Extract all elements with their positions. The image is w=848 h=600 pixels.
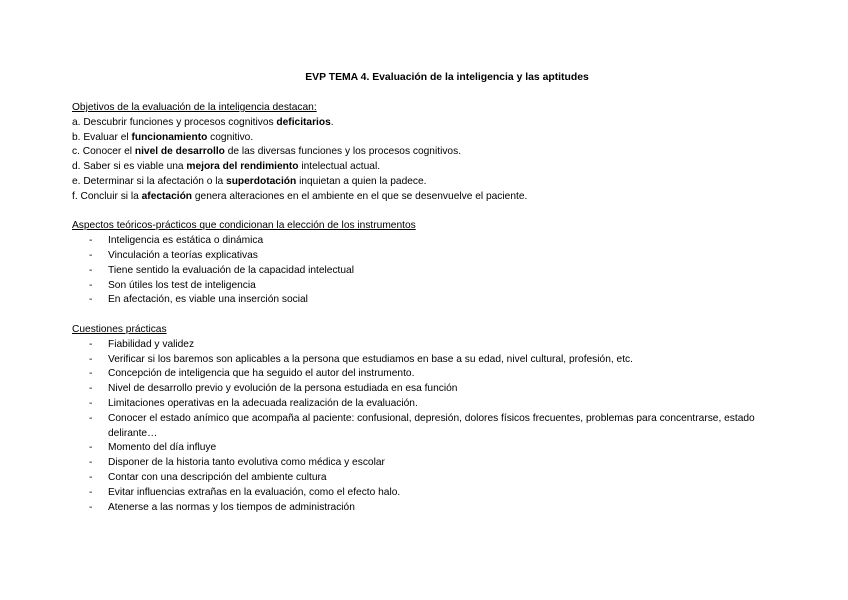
- practical-item-text: Nivel de desarrollo previo y evolución de la persona estudiada en esa función: [108, 383, 458, 395]
- dash-bullet: -: [89, 412, 93, 424]
- practical-item-text: Disponer de la historia tanto evolutiva como médica y escolar: [108, 457, 385, 469]
- practical-item-text: Evitar influencias extrañas en la evaluación, como el efecto halo.: [108, 486, 401, 498]
- objective-item: [72, 145, 792, 160]
- practical-item: [89, 353, 792, 368]
- objective-text: genera alteraciones en el ambiente en el que se desenvuelve el paciente.: [192, 190, 528, 202]
- theoretical-list: [72, 234, 792, 308]
- objective-item: [72, 160, 792, 175]
- practical-item-text: Momento del día influye: [108, 442, 217, 454]
- objective-keyword: mejora del rendimiento: [186, 161, 299, 173]
- dash-bullet: -: [89, 383, 93, 395]
- practical-item: [89, 338, 792, 353]
- practical-item: [89, 367, 792, 382]
- practical-item: [89, 486, 792, 501]
- objective-text: a. Descubrir funciones y procesos cognitivos: [72, 116, 277, 128]
- dash-bullet: -: [89, 442, 93, 454]
- practical-item: [89, 397, 792, 412]
- dash-bullet: -: [89, 368, 93, 380]
- objective-keyword: afectación: [141, 190, 193, 202]
- theoretical-item: [89, 234, 792, 249]
- spacer: [72, 308, 792, 323]
- dash-bullet: -: [89, 397, 93, 409]
- dash-bullet: -: [89, 457, 93, 469]
- objective-text: d. Saber si es viable una: [72, 161, 187, 173]
- practical-item: [89, 456, 792, 471]
- practical-section: [72, 323, 792, 515]
- objective-item: [72, 116, 792, 131]
- objective-keyword: superdotación: [226, 175, 297, 187]
- practical-item: [89, 412, 792, 442]
- dash-bullet: -: [89, 279, 93, 291]
- objective-text: inquietan a quien la padece.: [296, 175, 427, 187]
- objective-item: [72, 131, 792, 146]
- objective-item: [72, 175, 792, 190]
- practical-heading: Cuestiones prácticas: [72, 323, 167, 335]
- objective-keyword: nivel de desarrollo: [134, 146, 225, 158]
- practical-item: [89, 441, 792, 456]
- objective-text: c. Conocer el: [72, 146, 135, 158]
- theoretical-item-text: Son útiles los test de inteligencia: [108, 279, 256, 291]
- objective-text: cognitivo.: [207, 131, 254, 143]
- theoretical-item: [89, 279, 792, 294]
- dash-bullet: -: [89, 353, 93, 365]
- objective-keyword: funcionamiento: [131, 131, 208, 143]
- objectives-heading: Objetivos de la evaluación de la inteligencia destacan:: [72, 102, 317, 113]
- theoretical-section: [72, 219, 792, 308]
- objective-keyword: deficitarios: [276, 116, 331, 128]
- practical-item-text: Concepción de inteligencia que ha seguido el autor del instrumento.: [108, 368, 415, 380]
- spacer: [72, 205, 792, 220]
- theoretical-item: [89, 264, 792, 279]
- theoretical-item: [89, 293, 792, 308]
- practical-item-text: Atenerse a las normas y los tiempos de administración: [108, 501, 355, 513]
- practical-item-text: Contar con una descripción del ambiente cultura: [108, 471, 327, 483]
- dash-bullet: -: [89, 264, 93, 276]
- dash-bullet: -: [89, 501, 93, 513]
- objectives-list: [72, 116, 792, 205]
- dash-bullet: -: [89, 235, 93, 247]
- dash-bullet: -: [89, 486, 93, 498]
- theoretical-item-text: Tiene sentido la evaluación de la capacidad intelectual: [108, 264, 354, 276]
- practical-item-text: Fiabilidad y validez: [108, 338, 195, 350]
- objective-text: .: [330, 116, 334, 128]
- objective-text: b. Evaluar el: [72, 131, 132, 143]
- theoretical-item-text: En afectación, es viable una inserción social: [108, 294, 308, 306]
- practical-item: [89, 501, 792, 516]
- objective-item: [72, 190, 792, 205]
- practical-item: [89, 471, 792, 486]
- dash-bullet: -: [89, 249, 93, 261]
- dash-bullet: -: [89, 294, 93, 306]
- theoretical-item-text: Vinculación a teorías explicativas: [108, 249, 258, 261]
- objective-text: intelectual actual.: [298, 161, 381, 173]
- practical-item: [89, 382, 792, 397]
- practical-item-text: Conocer el estado anímico que acompaña al paciente: confusional, depresión, dolores físicos frecuentes, problemas para concentrarse, estado delirante…: [108, 412, 755, 439]
- objective-text: de las diversas funciones y los procesos cognitivos.: [224, 146, 462, 158]
- objective-text: f. Concluir si la: [72, 190, 142, 202]
- document-title: EVP TEMA 4. Evaluación de la inteligencia y las aptitudes: [305, 72, 589, 83]
- practical-item-text: Limitaciones operativas en la adecuada realización de la evaluación.: [108, 397, 418, 409]
- practical-item-text: Verificar si los baremos son aplicables a la persona que estudiamos en base a su edad, nivel cultural, profesión, etc.: [108, 353, 633, 365]
- document-page: [72, 71, 792, 515]
- theoretical-heading: Aspectos teóricos-prácticos que condicionan la elección de los instrumentos: [72, 220, 416, 232]
- theoretical-item-text: Inteligencia es estática o dinámica: [108, 235, 264, 247]
- dash-bullet: -: [89, 471, 93, 483]
- objective-text: e. Determinar si la afectación o la: [72, 175, 227, 187]
- dash-bullet: -: [89, 338, 93, 350]
- objectives-section: [72, 101, 792, 205]
- practical-list: [72, 338, 792, 516]
- theoretical-item: [89, 249, 792, 264]
